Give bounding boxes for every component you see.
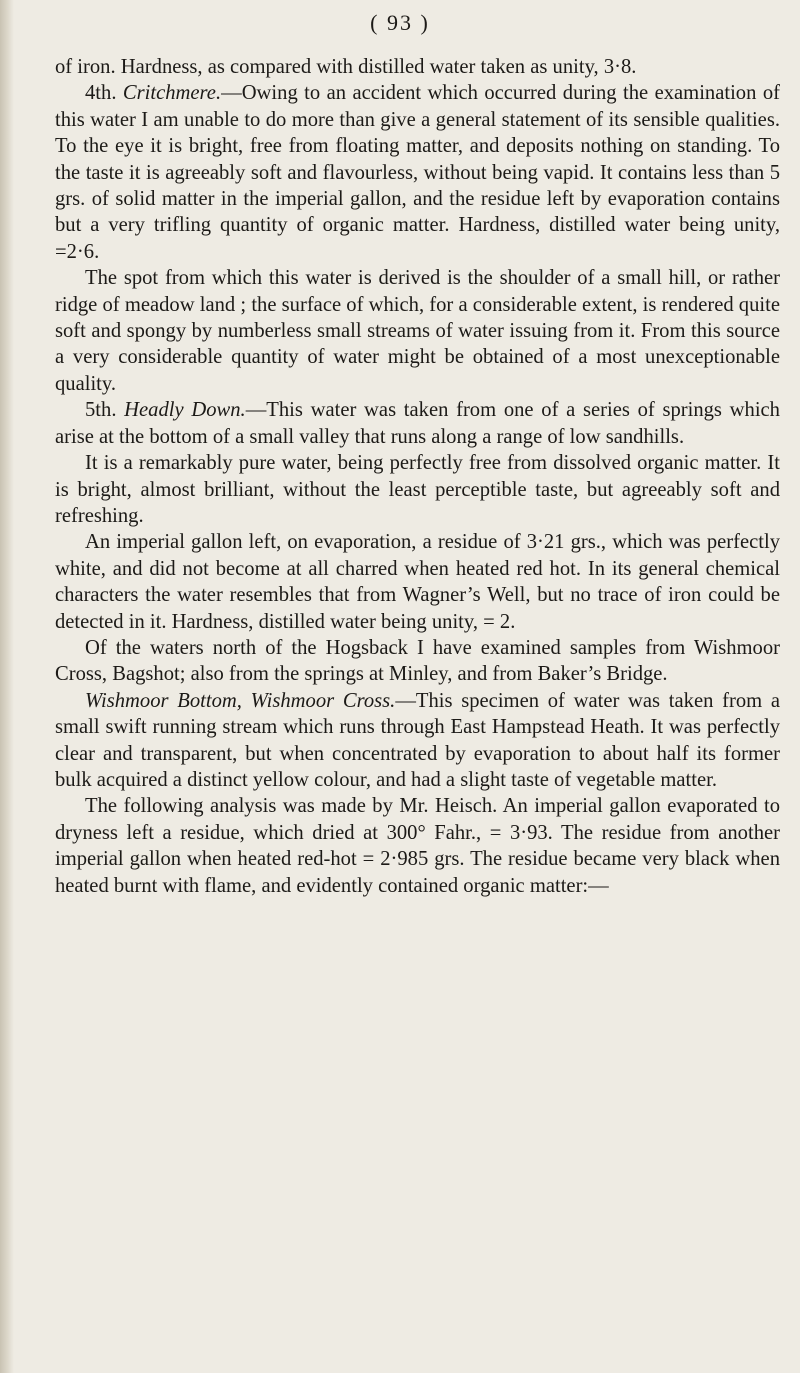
page-edge-shadow	[0, 0, 14, 1373]
paragraph	[55, 80, 780, 265]
paragraph-text: An imperial gallon left, on evaporation, a residue of 3·21 grs., which was perfectly white, and did not become at all charred when heated red hot. In its general chemical characters the water resembles that from Wagner’s Well, but no trace of iron could be detected in it. Hardness, distilled water being unity, = 2.	[55, 531, 780, 633]
paragraph	[55, 793, 780, 899]
page-body	[55, 54, 780, 899]
section-number: 4th.	[85, 82, 123, 105]
paragraph-text: —This water was taken from one of a series of springs which arise at the bottom of a small valley that runs along a range of low sandhills.	[55, 399, 780, 448]
section-title: Wishmoor Bottom, Wishmoor Cross.	[85, 689, 396, 712]
paragraph-text: The following analysis was made by Mr. Heisch. An imperial gallon evaporated to dryness left a residue, which dried at 300° Fahr., = 3·93. The residue from another imperial gallon when heated red-hot = 2·985 grs. The residue became very black when heated burnt with flame, and evidently contained organic matter:—	[55, 795, 780, 897]
paragraph-text: The spot from which this water is derived is the shoulder of a small hill, or rather ridge of meadow land ; the surface of which, for a considerable extent, is rendered quite soft and spongy by numberless small streams of water issuing from it. From this source a very considerable quantity of water might be obtained of a most unexceptionable quality.	[55, 267, 780, 395]
paragraph	[55, 688, 780, 794]
section-title: Critchmere.	[122, 82, 222, 105]
section-title: Headly Down.	[124, 399, 246, 422]
paragraph	[55, 54, 780, 80]
section-number: 5th.	[85, 399, 125, 422]
paragraph	[55, 397, 780, 450]
paragraph	[55, 635, 780, 688]
paragraph-text: of iron. Hardness, as compared with distilled water taken as unity, 3·8.	[55, 56, 637, 78]
paragraph	[55, 265, 780, 397]
paragraph	[55, 529, 780, 635]
paragraph-text: It is a remarkably pure water, being perfectly free from dissolved organic matter. It is bright, almost brilliant, without the least perceptible taste, but agreeably soft and refreshing.	[55, 452, 780, 527]
paragraph	[55, 450, 780, 529]
paragraph-text: —This specimen of water was taken from a small swift running stream which runs through East Hampstead Heath. It was perfectly clear and transparent, but when concentrated by evaporation to about half its former bulk acquired a distinct yellow colour, and had a slight taste of vegetable matter.	[55, 689, 780, 791]
page-number: ( 93 )	[370, 10, 430, 35]
paragraph-text: Of the waters north of the Hogsback I have examined samples from Wishmoor Cross, Bagshot; also from the springs at Minley, and from Baker’s Bridge.	[55, 636, 780, 686]
paragraph-text: —Owing to an accident which occurred during the examination of this water I am unable to do more than give a general statement of its sensible qualities. To the eye it is bright, free from floating matter, and deposits nothing on standing. To the taste it is agreeably soft and flavourless, without being vapid. It contains less than 5 grs. of solid matter in the imperial gallon, and the residue left by evaporation contains but a very trifling quantity of organic matter. Hardness, distilled water being unity, =2·6.	[55, 82, 780, 263]
